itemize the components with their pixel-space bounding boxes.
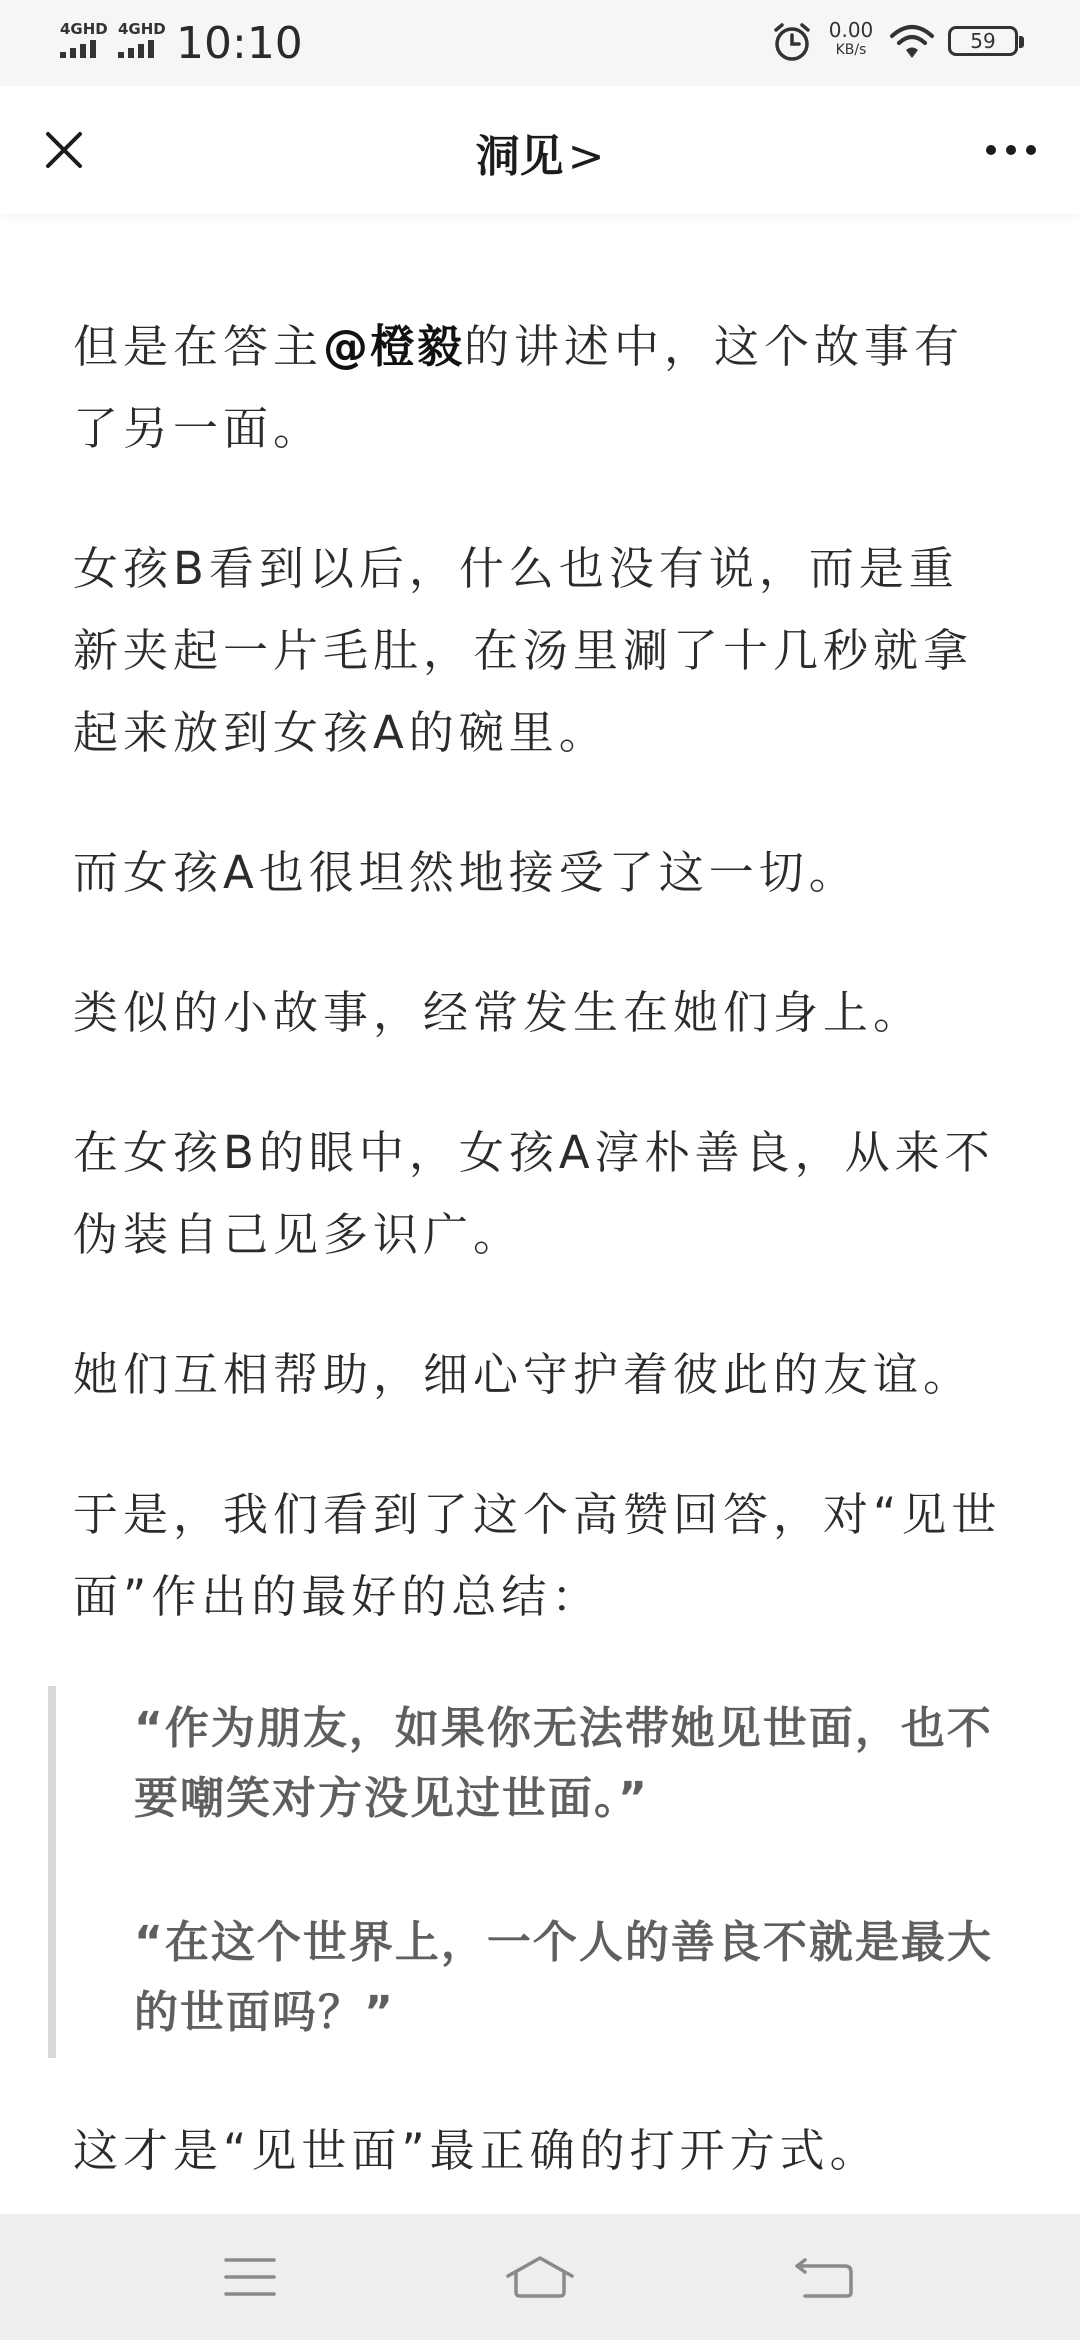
menu-icon [222, 2254, 278, 2300]
more-dot-icon [1026, 145, 1036, 155]
system-navigation-bar [0, 2214, 1080, 2340]
paragraph: 女孩B看到以后，什么也没有说，而是重新夹起一片毛肚，在汤里涮了十几秒就拿起来放到女孩A的碗里。 [73, 542, 974, 759]
back-icon [793, 2252, 857, 2302]
article-body [73, 214, 1008, 2192]
page-title: 洞见 [475, 131, 564, 182]
account-title-link[interactable] [0, 120, 1080, 184]
alarm-icon [770, 20, 814, 64]
wifi-icon [888, 20, 936, 64]
paragraph: 而女孩A也很坦然地接受了这一切。 [73, 846, 859, 899]
blockquote [48, 1686, 1008, 2058]
home-icon [502, 2252, 578, 2302]
menu-button[interactable] [190, 2244, 310, 2310]
paragraph-text: 但是在答主 [73, 320, 324, 373]
quote-text: “在这个世界上，一个人的善良不就是最大的世面吗？” [134, 1917, 993, 2038]
quote-text: “作为朋友，如果你无法带她见世面，也不要嘲笑对方没见过世面。” [134, 1703, 993, 1824]
chevron-right-icon: > [567, 131, 605, 182]
user-mention-link[interactable]: @橙毅 [323, 320, 465, 373]
network-speed [822, 20, 880, 57]
back-button[interactable] [765, 2244, 885, 2310]
clock-time: 10:10 [176, 18, 303, 69]
top-navigation-bar [0, 86, 1080, 214]
network-speed-value: 0.00 [828, 18, 874, 42]
signal-icon [60, 20, 116, 60]
paragraph-text: 的讲述中，这个故事有了另一面。 [73, 320, 965, 455]
more-dot-icon [986, 145, 996, 155]
more-dot-icon [1006, 145, 1016, 155]
battery-indicator: 59 [948, 26, 1018, 56]
network-speed-unit: KB/s [835, 42, 867, 58]
paragraph: 在女孩B的眼中，女孩A淳朴善良，从来不伪装自己见多识广。 [73, 1126, 995, 1261]
paragraph [73, 306, 1008, 470]
status-bar [0, 0, 1080, 86]
paragraph: 她们互相帮助，细心守护着彼此的友谊。 [73, 1348, 974, 1401]
paragraph: 于是，我们看到了这个高赞回答，对“见世面”作出的最好的总结： [73, 1488, 1002, 1623]
signal-label: 4GHD [118, 20, 166, 38]
home-button[interactable] [480, 2244, 600, 2310]
more-options-button[interactable] [966, 110, 1056, 190]
signal-label: 4GHD [60, 20, 108, 38]
signal-icon [118, 20, 174, 60]
paragraph: 类似的小故事，经常发生在她们身上。 [73, 986, 924, 1039]
paragraph: 这才是“见世面”最正确的打开方式。 [73, 2124, 880, 2177]
